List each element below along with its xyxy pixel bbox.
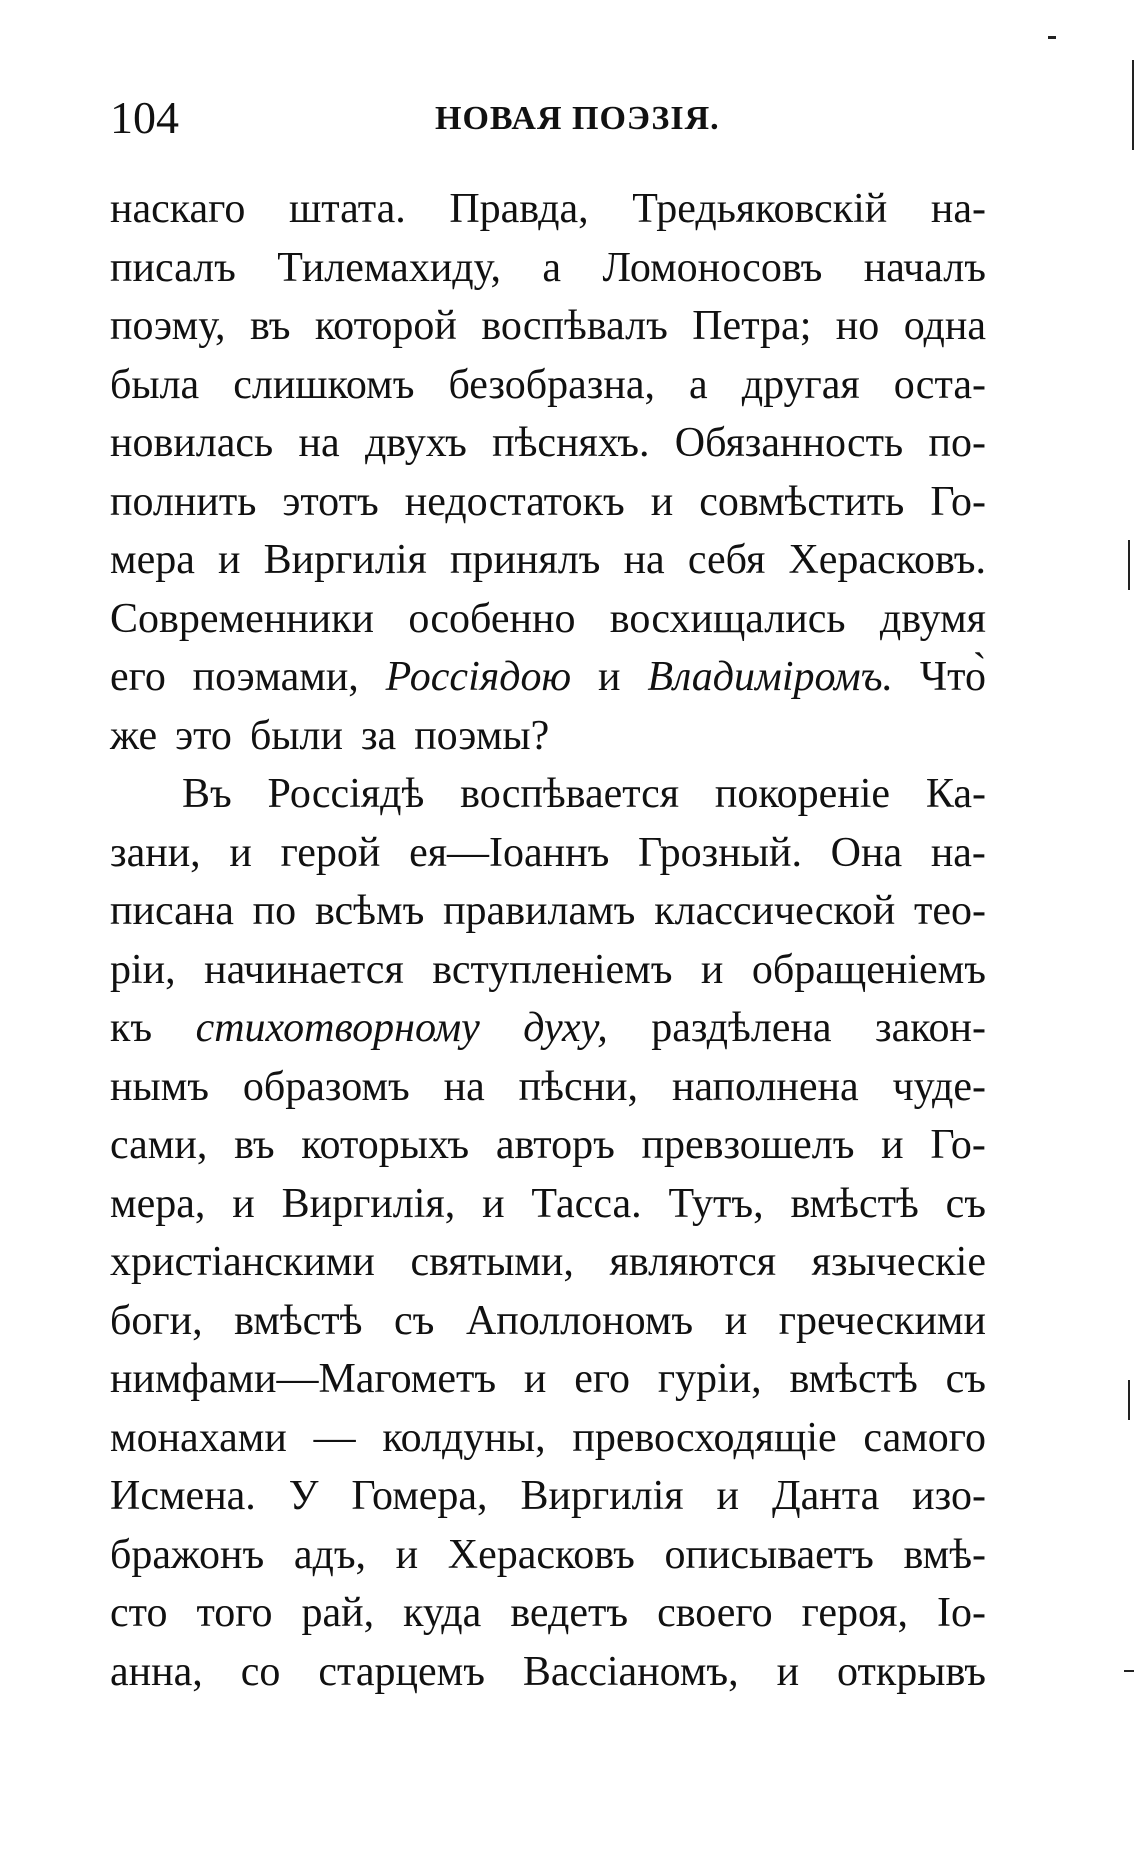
- word: сто: [110, 1590, 168, 1636]
- word: и: [395, 1531, 419, 1578]
- word: самого: [863, 1414, 986, 1461]
- word: двумя: [879, 595, 986, 642]
- word: святыми,: [410, 1239, 574, 1285]
- word: Тредьяковскій: [632, 186, 888, 232]
- word: на: [443, 1063, 485, 1110]
- word: мера: [110, 537, 195, 583]
- word: герой: [280, 829, 381, 876]
- word: монахами: [110, 1414, 287, 1461]
- word: его: [110, 654, 166, 700]
- word: ея—Іоаннъ: [409, 829, 610, 876]
- word: писана: [110, 888, 234, 934]
- scan-mark: [1048, 36, 1056, 39]
- text-line: [110, 1350, 986, 1409]
- word: Іо-: [937, 1590, 986, 1636]
- scan-mark: [1124, 1670, 1134, 1672]
- word: же: [110, 712, 158, 759]
- word: У: [288, 1473, 319, 1519]
- word: за: [360, 712, 397, 759]
- word: пѣсни,: [518, 1063, 639, 1110]
- word: наполнена: [671, 1063, 859, 1110]
- word: вмѣстѣ: [789, 1356, 918, 1402]
- word: на-: [930, 829, 986, 876]
- word: и: [218, 537, 241, 583]
- word: писалъ: [110, 244, 236, 291]
- text-line: [110, 1409, 986, 1468]
- word: Виргилія: [263, 537, 427, 583]
- text-line: [110, 999, 986, 1058]
- word: изо-: [912, 1473, 986, 1519]
- word: совмѣстить: [699, 478, 905, 525]
- word: языческіе: [811, 1239, 986, 1285]
- word: вмѣстѣ: [790, 1180, 919, 1227]
- text-line: [110, 1643, 986, 1702]
- word: и: [482, 1180, 505, 1227]
- word: героя,: [801, 1590, 908, 1636]
- scan-mark: [1132, 60, 1134, 150]
- word: зани,: [110, 829, 201, 876]
- word: бражонъ: [110, 1531, 265, 1578]
- word: это: [175, 712, 232, 759]
- word: старцемъ: [318, 1648, 485, 1695]
- word: Виргилія: [520, 1473, 684, 1519]
- word: греческими: [778, 1297, 986, 1344]
- scan-mark: [1128, 540, 1130, 590]
- word: недостатокъ: [404, 478, 625, 525]
- running-title: НОВАЯ ПОЭЗІЯ.: [435, 100, 720, 137]
- word: и: [700, 946, 724, 993]
- word: съ: [945, 1180, 986, 1227]
- word: Ломоносовъ: [602, 244, 823, 291]
- text-line: [110, 239, 986, 298]
- word: своего: [657, 1590, 773, 1636]
- word: Аполлономъ: [465, 1297, 694, 1344]
- word: превзошелъ: [641, 1122, 855, 1168]
- word: Го-: [930, 1122, 986, 1168]
- word: покореніе: [714, 771, 891, 817]
- word: правиламъ: [443, 888, 636, 934]
- word: и: [881, 1122, 904, 1168]
- word: Данта: [771, 1473, 880, 1519]
- word: и: [597, 654, 621, 700]
- text-line: [110, 1175, 986, 1234]
- word: полнить: [110, 478, 257, 525]
- word: одна: [903, 303, 986, 349]
- text-line: [110, 648, 986, 707]
- word: Ка-: [925, 771, 986, 817]
- word: оста-: [893, 361, 986, 408]
- word: и: [716, 1473, 740, 1519]
- word: мера,: [110, 1180, 206, 1227]
- word: Виргилія,: [281, 1180, 456, 1227]
- word: Россіядѣ: [267, 771, 425, 817]
- word: на: [298, 420, 340, 466]
- word: колдуны,: [382, 1414, 546, 1461]
- word: адъ,: [293, 1531, 367, 1578]
- word: и: [232, 1180, 255, 1227]
- word: и: [724, 1297, 748, 1344]
- word: были: [249, 712, 343, 759]
- word: особенно: [408, 595, 576, 642]
- word: нимфами—Магометъ: [110, 1356, 497, 1402]
- word: Тасса.: [531, 1180, 642, 1227]
- text-line: [110, 1233, 986, 1292]
- word: воспѣвается: [460, 771, 680, 817]
- word: по: [252, 888, 297, 934]
- word: вступленіемъ: [432, 946, 673, 993]
- scan-mark: [1128, 1380, 1130, 1420]
- word: Вассіаномъ,: [522, 1648, 739, 1695]
- word: съ: [394, 1297, 435, 1344]
- word: являются: [609, 1239, 777, 1285]
- word: въ: [234, 1122, 275, 1168]
- text-line: [110, 941, 986, 1000]
- italic-word: Россіядою: [385, 654, 572, 700]
- word: Херасковъ: [447, 1531, 635, 1578]
- word: которой: [314, 303, 457, 349]
- italic-word: Владиміромъ.: [647, 654, 894, 700]
- word: восхищались: [609, 595, 846, 642]
- word: обращеніемъ: [751, 946, 986, 993]
- word: со: [240, 1648, 281, 1695]
- word: Петра;: [692, 303, 812, 349]
- word: поэму,: [110, 303, 226, 349]
- word: а: [689, 361, 708, 408]
- text-line: [110, 531, 986, 590]
- word: къ: [110, 1005, 153, 1051]
- word: себя: [687, 537, 766, 583]
- word: Грозный.: [638, 829, 802, 876]
- word: и: [650, 478, 674, 525]
- word: по-: [928, 420, 986, 466]
- page-number: 104: [110, 92, 179, 143]
- text-line: [110, 824, 986, 883]
- word: начинается: [204, 946, 404, 993]
- text-line: [110, 1292, 986, 1351]
- word: классической: [654, 888, 896, 934]
- word: открывъ: [837, 1648, 986, 1695]
- word: Исмена.: [110, 1473, 256, 1519]
- word: этотъ: [282, 478, 379, 525]
- word: куда: [403, 1590, 482, 1636]
- page-header: [110, 88, 986, 148]
- word: пѣсняхъ.: [492, 420, 650, 466]
- text-line: [110, 1526, 986, 1585]
- word: чуде-: [892, 1063, 986, 1110]
- word: и: [523, 1356, 547, 1402]
- text-line: [110, 1058, 986, 1117]
- word: его: [574, 1356, 631, 1402]
- word: того: [196, 1590, 273, 1636]
- word: которыхъ: [301, 1122, 470, 1168]
- word: поэмы?: [414, 712, 550, 759]
- word: анна,: [110, 1648, 203, 1695]
- word: ріи,: [110, 946, 176, 993]
- word: превосходящіе: [572, 1414, 837, 1461]
- text-line: [110, 882, 986, 941]
- word: и: [776, 1648, 800, 1695]
- word: —: [313, 1414, 356, 1461]
- word: воспѣвалъ: [481, 303, 668, 349]
- word: Правда,: [449, 186, 589, 232]
- word: Херасковъ.: [788, 537, 986, 583]
- text-line: [110, 356, 986, 415]
- word: тео-: [913, 888, 986, 934]
- text-line: [110, 473, 986, 532]
- word: двухъ: [364, 420, 467, 466]
- word: съ: [945, 1356, 986, 1402]
- word: Тилемахиду,: [277, 244, 501, 291]
- word: рай,: [301, 1590, 375, 1636]
- word: поэмами,: [192, 654, 359, 700]
- word: ведетъ: [510, 1590, 629, 1636]
- word: Въ: [182, 771, 232, 817]
- word: образомъ: [242, 1063, 410, 1110]
- text-line: [110, 297, 986, 356]
- word: штата.: [288, 186, 406, 232]
- word: всѣмъ: [314, 888, 425, 934]
- word: а: [542, 244, 562, 291]
- word: Обязанность: [674, 420, 904, 466]
- text-line: [110, 1467, 986, 1526]
- word: нымъ: [110, 1063, 209, 1110]
- word: безобразна,: [448, 361, 655, 408]
- word: боги,: [110, 1297, 203, 1344]
- word: слишкомъ: [233, 361, 415, 408]
- word: авторъ: [495, 1122, 615, 1168]
- word: описываетъ: [664, 1531, 874, 1578]
- text-line: [110, 590, 986, 649]
- text-line: [110, 707, 986, 766]
- text-line: [110, 414, 986, 473]
- word: началъ: [863, 244, 986, 291]
- word: Тутъ,: [668, 1180, 764, 1227]
- word: раздѣлена: [651, 1005, 832, 1051]
- text-line: [110, 1116, 986, 1175]
- text-line: [110, 1584, 986, 1643]
- text-line: [110, 765, 986, 824]
- word: гуріи,: [657, 1356, 762, 1402]
- italic-word: стихотворному: [195, 1005, 480, 1051]
- word: наскаго: [110, 186, 246, 232]
- word: новилась: [110, 420, 274, 466]
- word: закон-: [875, 1005, 986, 1051]
- italic-word: духу,: [523, 1005, 608, 1051]
- word: Гомера,: [351, 1473, 488, 1519]
- word: на-: [930, 186, 986, 232]
- word: но: [835, 303, 880, 349]
- word: другая: [741, 361, 860, 408]
- word: Она: [830, 829, 903, 876]
- word: и: [229, 829, 252, 876]
- word: Что̀: [919, 654, 986, 700]
- text-line: [110, 180, 986, 239]
- word: принялъ: [449, 537, 601, 583]
- word: въ: [249, 303, 291, 349]
- word: Го-: [930, 478, 986, 525]
- word: сами,: [110, 1122, 208, 1168]
- word: Современники: [110, 595, 375, 642]
- word: была: [110, 361, 200, 408]
- page-body-text: [110, 180, 986, 1701]
- word: вмѣ-: [903, 1531, 986, 1578]
- word: на: [623, 537, 665, 583]
- word: вмѣстѣ: [234, 1297, 363, 1344]
- word: христіанскими: [110, 1239, 375, 1285]
